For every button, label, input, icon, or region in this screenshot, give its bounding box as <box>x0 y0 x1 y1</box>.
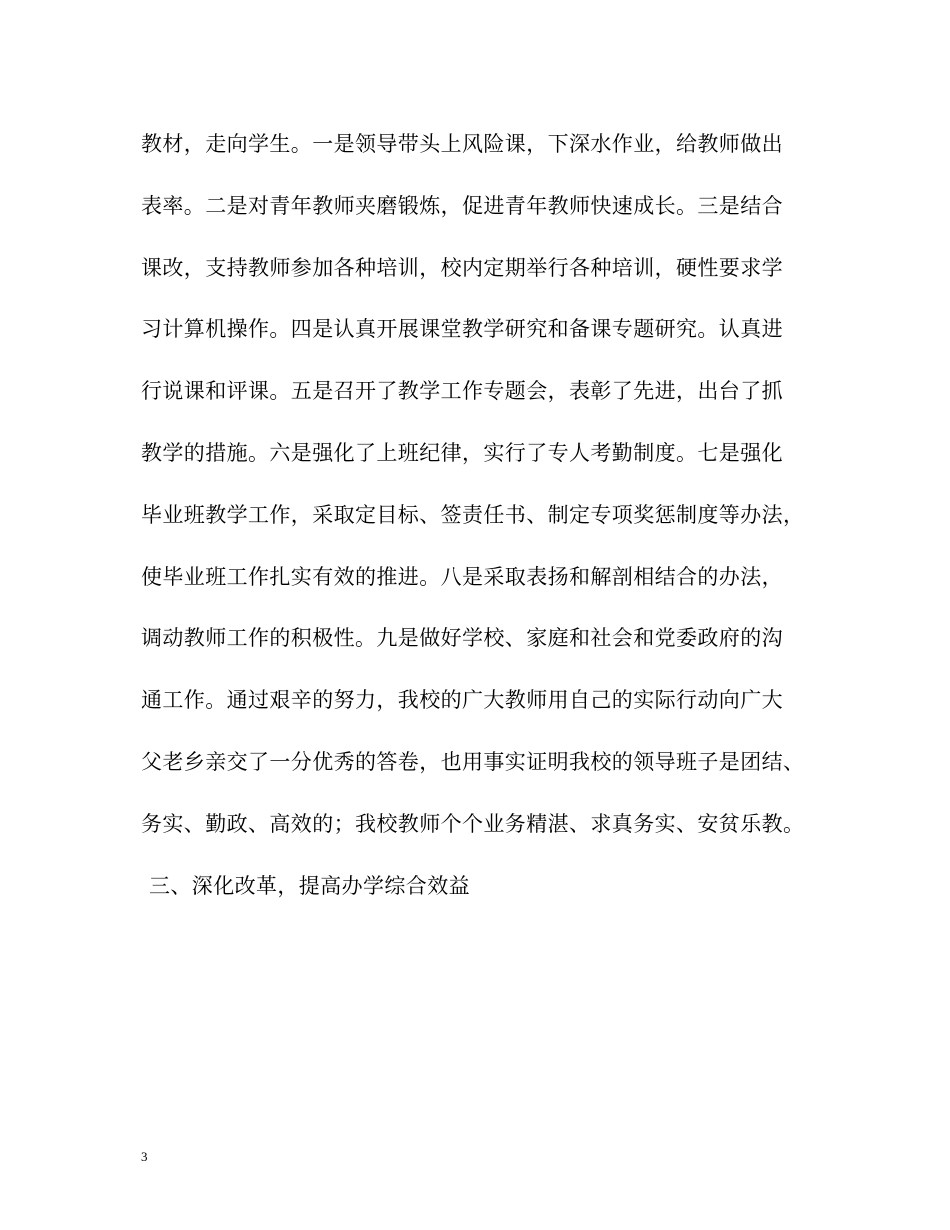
text-line-2: 表率。二是对青年教师夹磨锻炼，促进青年教师快速成长。三是结合 <box>141 193 783 218</box>
text-line-4: 习计算机操作。四是认真开展课堂教学研究和备课专题研究。认真进 <box>141 317 783 342</box>
text-line-3: 课改，支持教师参加各种培训，校内定期举行各种培训，硬性要求学 <box>141 255 783 280</box>
document-body <box>141 122 821 925</box>
text-line-9: 调动教师工作的积极性。九是做好学校、家庭和社会和党委政府的沟 <box>141 626 783 651</box>
text-line-11: 父老乡亲交了一分优秀的答卷，也用事实证明我校的领导班子是团结、 <box>141 749 805 774</box>
text-line-6: 教学的措施。六是强化了上班纪律，实行了专人考勤制度。七是强化 <box>141 440 783 465</box>
text-line-8: 使毕业班工作扎实有效的推进。八是采取表扬和解剖相结合的办法， <box>141 564 783 589</box>
text-line-5: 行说课和评课。五是召开了教学工作专题会，表彰了先进，出台了抓 <box>141 379 783 404</box>
text-line-7: 毕业班教学工作，采取定目标、签责任书、制定专项奖惩制度等办法， <box>141 502 805 527</box>
text-line-12: 务实、勤政、高效的；我校教师个个业务精湛、求真务实、安贫乐教。 <box>141 811 805 836</box>
section-heading: 三、深化改革，提高办学综合效益 <box>149 873 470 898</box>
page-number: 3 <box>141 1149 148 1164</box>
text-line-1: 教材，走向学生。一是领导带头上风险课，下深水作业，给教师做出 <box>141 132 783 156</box>
text-line-10: 通工作。通过艰辛的努力，我校的广大教师用自己的实际行动向广大 <box>141 688 783 713</box>
